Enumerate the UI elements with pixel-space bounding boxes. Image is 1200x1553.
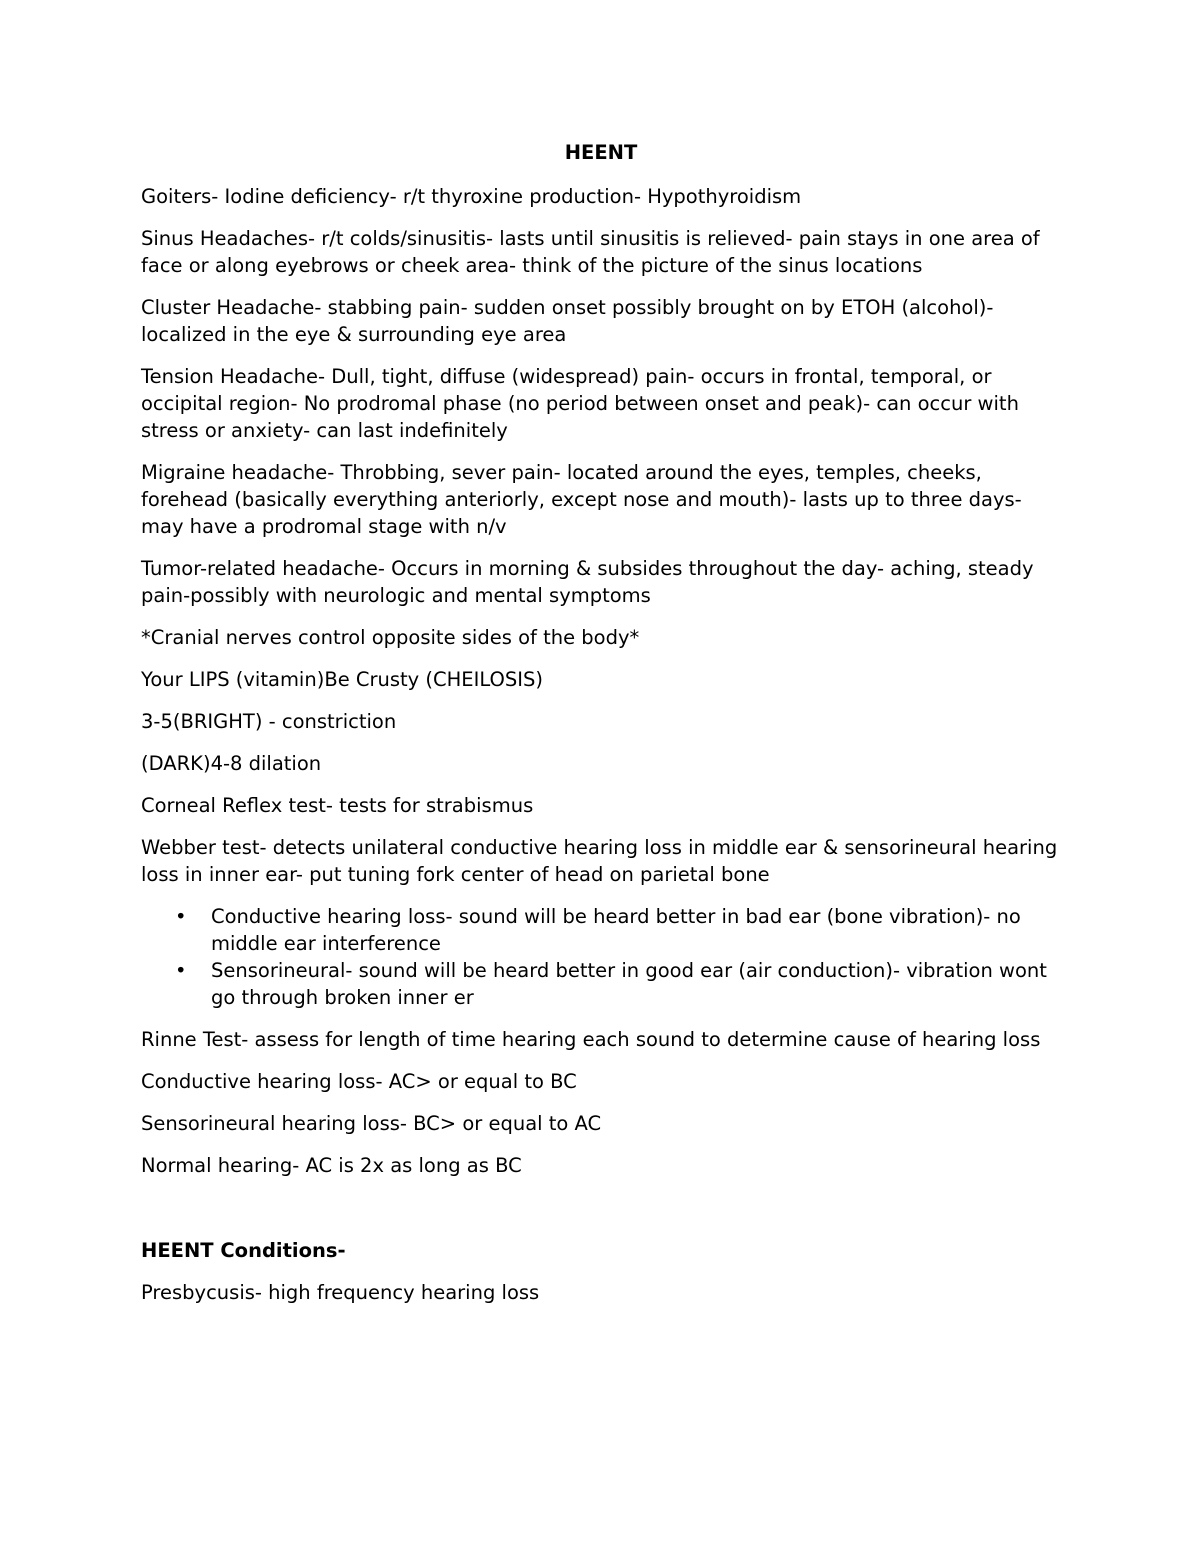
bullet-icon: • (175, 905, 187, 928)
list-item-text: Sensorineural- sound will be heard better in good ear (air conduction)- vibration wont go through broken inner er (211, 959, 1047, 1009)
paragraph-cluster-headache: Cluster Headache- stabbing pain- sudden onset possibly brought on by ETOH (alcohol)- localized in the eye & surrounding eye area (141, 296, 994, 346)
paragraph-sinus-headaches: Sinus Headaches- r/t colds/sinusitis- lasts until sinusitis is relieved- pain stays in one area of face or along eyebrows or cheek area- think of the picture of the sinus locations (141, 227, 1040, 277)
document-body (141, 138, 1061, 1321)
blank-line (141, 1194, 1061, 1237)
list-item (175, 903, 1061, 957)
paragraph-corneal-reflex: Corneal Reflex test- tests for strabismus (141, 794, 534, 817)
paragraph-presbycusis: Presbycusis- high frequency hearing loss (141, 1281, 540, 1304)
paragraph-goiters: Goiters- Iodine deficiency- r/t thyroxine production- Hypothyroidism (141, 185, 802, 208)
paragraph-normal-hearing: Normal hearing- AC is 2x as long as BC (141, 1154, 522, 1177)
paragraph-cranial-nerves: *Cranial nerves control opposite sides of the body* (141, 626, 640, 649)
paragraph-dark-dilation: (DARK)4-8 dilation (141, 752, 322, 775)
paragraph-bright-constriction: 3-5(BRIGHT) - constriction (141, 710, 397, 733)
paragraph-sensorineural-loss: Sensorineural hearing loss- BC> or equal to AC (141, 1112, 602, 1135)
list-item-text: Conductive hearing loss- sound will be heard better in bad ear (bone vibration)- no middle ear interference (211, 905, 1021, 955)
paragraph-conductive-loss: Conductive hearing loss- AC> or equal to BC (141, 1070, 577, 1093)
paragraph-tension-headache: Tension Headache- Dull, tight, diffuse (widespread) pain- occurs in frontal, temporal, or occipital region- No prodromal phase (no period between onset and peak)- can occur with stress or anxiety- can last indefinitely (141, 365, 1019, 442)
bullet-icon: • (175, 959, 187, 982)
paragraph-migraine-headache: Migraine headache- Throbbing, sever pain- located around the eyes, temples, cheeks, forehead (basically everything anteriorly, except nose and mouth)- lasts up to three days- may have a prodromal stage with n/v (141, 461, 1022, 538)
bullet-list (141, 903, 1061, 1011)
section-heading: HEENT Conditions- (141, 1239, 346, 1262)
list-item (175, 957, 1061, 1011)
paragraph-lips-mnemonic: Your LIPS (vitamin)Be Crusty (CHEILOSIS) (141, 668, 544, 691)
paragraph-webber-test: Webber test- detects unilateral conductive hearing loss in middle ear & sensorineural hearing loss in inner ear- put tuning fork center of head on parietal bone (141, 836, 1058, 886)
paragraph-rinne-test: Rinne Test- assess for length of time hearing each sound to determine cause of hearing loss (141, 1028, 1041, 1051)
paragraph-tumor-headache: Tumor-related headache- Occurs in morning & subsides throughout the day- aching, steady pain-possibly with neurologic and mental symptoms (141, 557, 1034, 607)
document-title: HEENT (564, 141, 638, 164)
